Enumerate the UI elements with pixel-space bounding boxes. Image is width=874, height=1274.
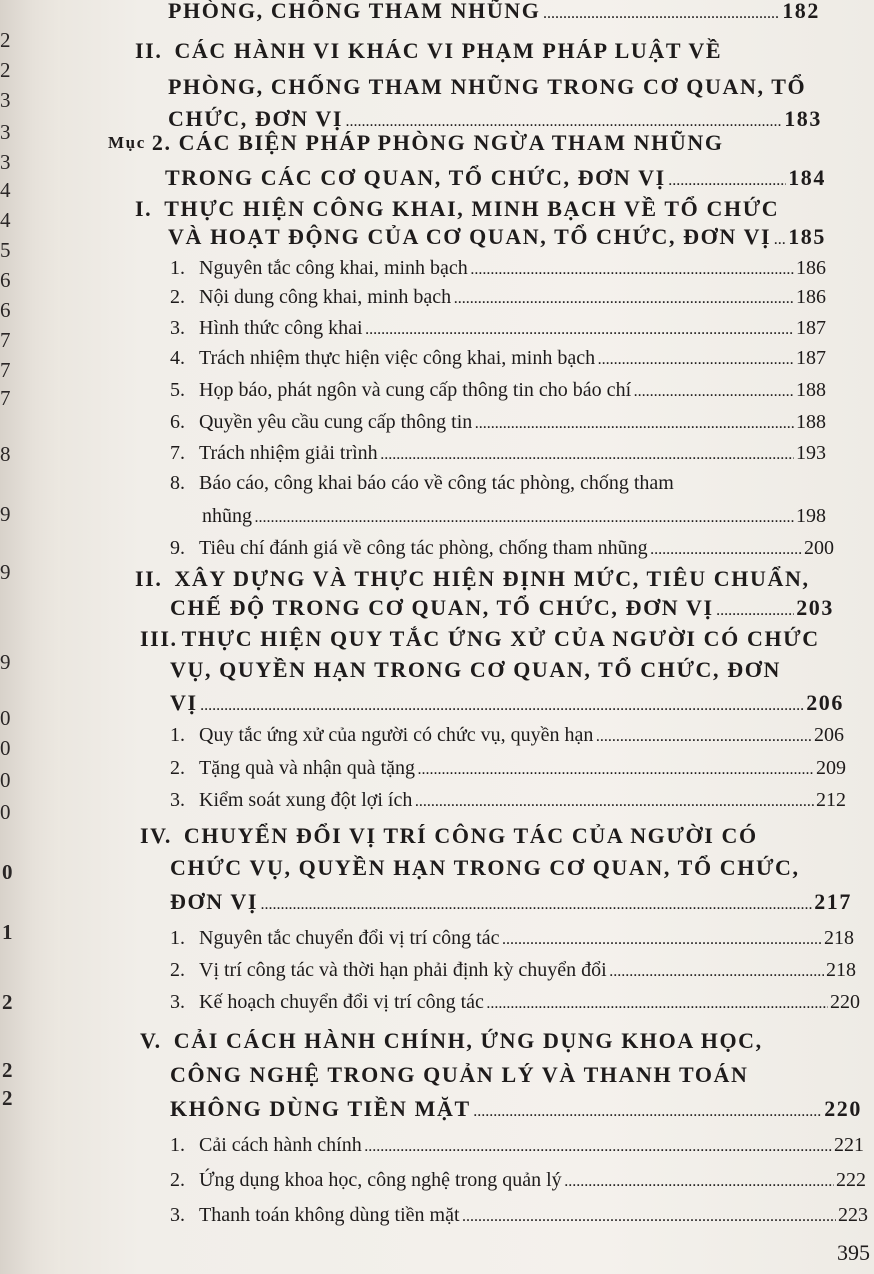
toc-heading: [140, 1028, 860, 1054]
toc-title: Thanh toán không dùng tiền mặt: [199, 1204, 460, 1226]
toc-heading: [170, 1096, 862, 1122]
toc-title: Trách nhiệm thực hiện việc công khai, minh bạch: [199, 347, 596, 369]
toc-title: Tiêu chí đánh giá về công tác phòng, chống tham nhũng: [199, 537, 648, 559]
toc-heading: [140, 626, 840, 652]
toc-number: III.: [140, 626, 178, 651]
toc-title: ĐƠN VỊ: [170, 889, 259, 914]
toc-page-number: 218: [824, 927, 854, 949]
toc-page-number: 187: [796, 347, 826, 369]
toc-item: [170, 958, 856, 982]
toc-title: PHÒNG, CHỐNG THAM NHŨNG TRONG CƠ QUAN, TỔ: [168, 74, 807, 99]
toc-page-number: 186: [796, 286, 826, 308]
toc-number: 8.: [170, 472, 185, 494]
toc-heading: [170, 1062, 862, 1088]
toc-item: [170, 346, 826, 370]
toc-number: 6.: [170, 411, 185, 433]
gutter-number: 2: [2, 1086, 13, 1110]
dot-leader: [634, 386, 794, 398]
toc-item: [170, 788, 846, 812]
toc-number: 2.: [170, 757, 185, 779]
toc-number: Mục: [108, 133, 146, 152]
toc-item: [170, 1168, 866, 1192]
dot-leader: [255, 512, 794, 524]
gutter-number: 8: [0, 442, 11, 466]
toc-heading: [170, 889, 852, 915]
dot-leader: [565, 1176, 834, 1188]
toc-page-number: 218: [826, 959, 856, 981]
gutter-number: 2: [2, 1058, 13, 1082]
gutter-number: 7: [0, 386, 11, 410]
toc-number: 3.: [170, 1204, 185, 1226]
toc-title: Kiểm soát xung đột lợi ích: [199, 789, 413, 811]
toc-item: [170, 441, 826, 465]
gutter-number: 0: [0, 800, 11, 824]
dot-leader: [651, 544, 802, 556]
toc-heading: [170, 855, 850, 881]
gutter-number: 2: [0, 58, 11, 82]
dot-leader: [544, 8, 781, 20]
toc-page-number: 200: [804, 537, 834, 559]
dot-leader: [381, 449, 794, 461]
dot-leader: [717, 605, 795, 617]
toc-title: Quyền yêu cầu cung cấp thông tin: [199, 411, 473, 433]
toc-page-number: 182: [782, 0, 820, 23]
dot-leader: [365, 1141, 832, 1153]
dot-leader: [346, 116, 782, 128]
toc-page-number: 209: [816, 757, 846, 779]
dot-leader: [261, 899, 812, 911]
toc-page-number: 188: [796, 379, 826, 401]
toc-number: 3.: [170, 991, 185, 1013]
dot-leader: [596, 731, 812, 743]
gutter-number: 0: [2, 860, 13, 884]
dot-leader: [474, 1106, 822, 1118]
toc-title: VỊ: [170, 690, 198, 715]
toc-number: 1.: [170, 257, 185, 279]
dot-leader: [201, 700, 805, 712]
toc-title: XÂY DỰNG VÀ THỰC HIỆN ĐỊNH MỨC, TIÊU CHUẨN,: [174, 566, 810, 591]
toc-page-number: 217: [814, 889, 852, 914]
toc-title: Quy tắc ứng xử của người có chức vụ, quyền hạn: [199, 724, 594, 746]
toc-item: [170, 990, 860, 1014]
toc-number: 2.: [170, 286, 185, 308]
toc-number: 7.: [170, 442, 185, 464]
toc-number: 1.: [170, 1134, 185, 1156]
toc-item: [170, 926, 854, 950]
gutter-number: 7: [0, 358, 11, 382]
toc-heading: [170, 657, 840, 683]
toc-title: Nội dung công khai, minh bạch: [199, 286, 452, 308]
toc-item: [170, 378, 826, 402]
dot-leader: [418, 764, 814, 776]
gutter-number: 5: [0, 238, 11, 262]
toc-item: [170, 471, 826, 495]
toc-page-number: 223: [838, 1204, 868, 1226]
toc-item: [170, 536, 834, 560]
toc-page-number: 221: [834, 1134, 864, 1156]
toc-item: [170, 723, 844, 747]
toc-title: Họp báo, phát ngôn và cung cấp thông tin cho báo chí: [199, 379, 632, 401]
toc-heading: [168, 224, 826, 250]
gutter-number: 9: [0, 560, 11, 584]
gutter-number: 4: [0, 178, 11, 202]
toc-item: [170, 1203, 868, 1227]
gutter-number: 0: [0, 706, 11, 730]
toc-title: Tặng quà và nhận quà tặng: [199, 757, 416, 779]
dot-leader: [774, 234, 786, 246]
toc-page-number: 206: [814, 724, 844, 746]
toc-item: [170, 285, 826, 309]
toc-number: II.: [135, 38, 163, 63]
toc-number: 1.: [170, 724, 185, 746]
toc-page-number: 220: [824, 1096, 862, 1121]
toc-heading: [170, 690, 844, 716]
toc-page-number: 188: [796, 411, 826, 433]
toc-title: Nguyên tắc chuyển đổi vị trí công tác: [199, 927, 500, 949]
gutter-number: 3: [0, 150, 11, 174]
toc-page-number: 193: [796, 442, 826, 464]
toc-page-number: 220: [830, 991, 860, 1013]
toc-page-number: 203: [796, 595, 834, 620]
toc-title: KHÔNG DÙNG TIỀN MẶT: [170, 1096, 471, 1121]
dot-leader: [502, 934, 822, 946]
toc-number: IV.: [140, 823, 172, 848]
dot-leader: [366, 324, 794, 336]
gutter-number: 0: [0, 768, 11, 792]
toc-number: 3.: [170, 317, 185, 339]
toc-title: CHUYỂN ĐỔI VỊ TRÍ CÔNG TÁC CỦA NGƯỜI CÓ: [183, 823, 758, 848]
dot-leader: [454, 293, 794, 305]
toc-title: VỤ, QUYỀN HẠN TRONG CƠ QUAN, TỔ CHỨC, ĐƠN: [170, 657, 781, 682]
dot-leader: [487, 998, 828, 1010]
toc-number: 1.: [170, 927, 185, 949]
toc-heading: [140, 823, 850, 849]
toc-title: nhũng: [202, 505, 252, 527]
toc-title: Báo cáo, công khai báo cáo về công tác phòng, chống tham: [199, 472, 674, 494]
toc-item: [202, 504, 826, 528]
toc-page-number: 198: [796, 505, 826, 527]
dot-leader: [471, 264, 794, 276]
toc-page-number: 187: [796, 317, 826, 339]
toc-title: THỰC HIỆN CÔNG KHAI, MINH BẠCH VỀ TỔ CHỨC: [164, 196, 780, 221]
toc-number: 5.: [170, 379, 185, 401]
dot-leader: [415, 796, 814, 808]
toc-title: Nguyên tắc công khai, minh bạch: [199, 257, 468, 279]
toc-title: 2. CÁC BIỆN PHÁP PHÒNG NGỪA THAM NHŨNG: [151, 130, 724, 155]
dot-leader: [598, 354, 794, 366]
toc-title: CẢI CÁCH HÀNH CHÍNH, ỨNG DỤNG KHOA HỌC,: [173, 1028, 763, 1053]
toc-page-number: 185: [788, 224, 826, 249]
gutter-number: 0: [0, 736, 11, 760]
toc-title: CHẾ ĐỘ TRONG CƠ QUAN, TỔ CHỨC, ĐƠN VỊ: [170, 595, 714, 620]
toc-heading: [168, 74, 820, 100]
toc-number: 4.: [170, 347, 185, 369]
gutter-number: 3: [0, 88, 11, 112]
toc-number: II.: [135, 566, 163, 591]
toc-page-number: 222: [836, 1169, 866, 1191]
gutter-number: 2: [2, 990, 13, 1014]
gutter-number: 9: [0, 650, 11, 674]
toc-title: PHÒNG, CHỐNG THAM NHŨNG: [168, 0, 541, 23]
toc-number: 9.: [170, 537, 185, 559]
dot-leader: [475, 418, 794, 430]
toc-number: 2.: [170, 1169, 185, 1191]
toc-title: THỰC HIỆN QUY TẮC ỨNG XỬ CỦA NGƯỜI CÓ CHỨC: [181, 626, 820, 651]
gutter-number: 4: [0, 208, 11, 232]
toc-heading: [135, 566, 834, 592]
toc-title: Kế hoạch chuyển đổi vị trí công tác: [199, 991, 484, 1013]
toc-title: CHỨC, ĐƠN VỊ: [168, 106, 344, 131]
toc-title: Ứng dụng khoa học, công nghệ trong quản lý: [199, 1169, 562, 1191]
toc-title: CÁC HÀNH VI KHÁC VI PHẠM PHÁP LUẬT VỀ: [174, 38, 723, 63]
toc-heading: [168, 0, 820, 24]
gutter-number: 6: [0, 268, 11, 292]
toc-heading: [165, 165, 826, 191]
toc-page-number: 183: [784, 106, 822, 131]
toc-heading: [135, 196, 826, 222]
dot-leader: [610, 966, 824, 978]
toc-heading: [170, 595, 834, 621]
toc-title: CÔNG NGHỆ TRONG QUẢN LÝ VÀ THANH TOÁN: [170, 1062, 749, 1087]
dot-leader: [463, 1211, 836, 1223]
gutter-number: 6: [0, 298, 11, 322]
toc-item: [170, 410, 826, 434]
toc-page-number: 212: [816, 789, 846, 811]
toc-item: [170, 256, 826, 280]
toc-item: [170, 316, 826, 340]
page-number: 395: [837, 1240, 870, 1265]
toc-item: [170, 756, 846, 780]
gutter-number: 2: [0, 28, 11, 52]
toc-page-number: 206: [806, 690, 844, 715]
toc-heading: [135, 38, 820, 64]
toc-title: Hình thức công khai: [199, 317, 363, 339]
toc-title: TRONG CÁC CƠ QUAN, TỔ CHỨC, ĐƠN VỊ: [165, 165, 666, 190]
toc-heading: [108, 130, 822, 156]
toc-title: VÀ HOẠT ĐỘNG CỦA CƠ QUAN, TỔ CHỨC, ĐƠN VỊ: [168, 224, 772, 249]
toc-number: 2.: [170, 959, 185, 981]
toc-number: I.: [135, 196, 153, 221]
toc-page-number: 184: [788, 165, 826, 190]
gutter-number: 3: [0, 120, 11, 144]
toc-number: V.: [140, 1028, 162, 1053]
toc-title: Trách nhiệm giải trình: [199, 442, 378, 464]
toc-title: CHỨC VỤ, QUYỀN HẠN TRONG CƠ QUAN, TỔ CHỨC,: [170, 855, 800, 880]
toc-heading: [168, 106, 822, 132]
toc-page-number: 186: [796, 257, 826, 279]
toc-title: Cải cách hành chính: [199, 1134, 362, 1156]
gutter-number: 9: [0, 502, 11, 526]
toc-title: Vị trí công tác và thời hạn phải định kỳ chuyển đổi: [199, 959, 607, 981]
dot-leader: [669, 175, 786, 187]
toc-item: [170, 1133, 864, 1157]
gutter-number: 1: [2, 920, 13, 944]
gutter-number: 7: [0, 328, 11, 352]
toc-number: 3.: [170, 789, 185, 811]
